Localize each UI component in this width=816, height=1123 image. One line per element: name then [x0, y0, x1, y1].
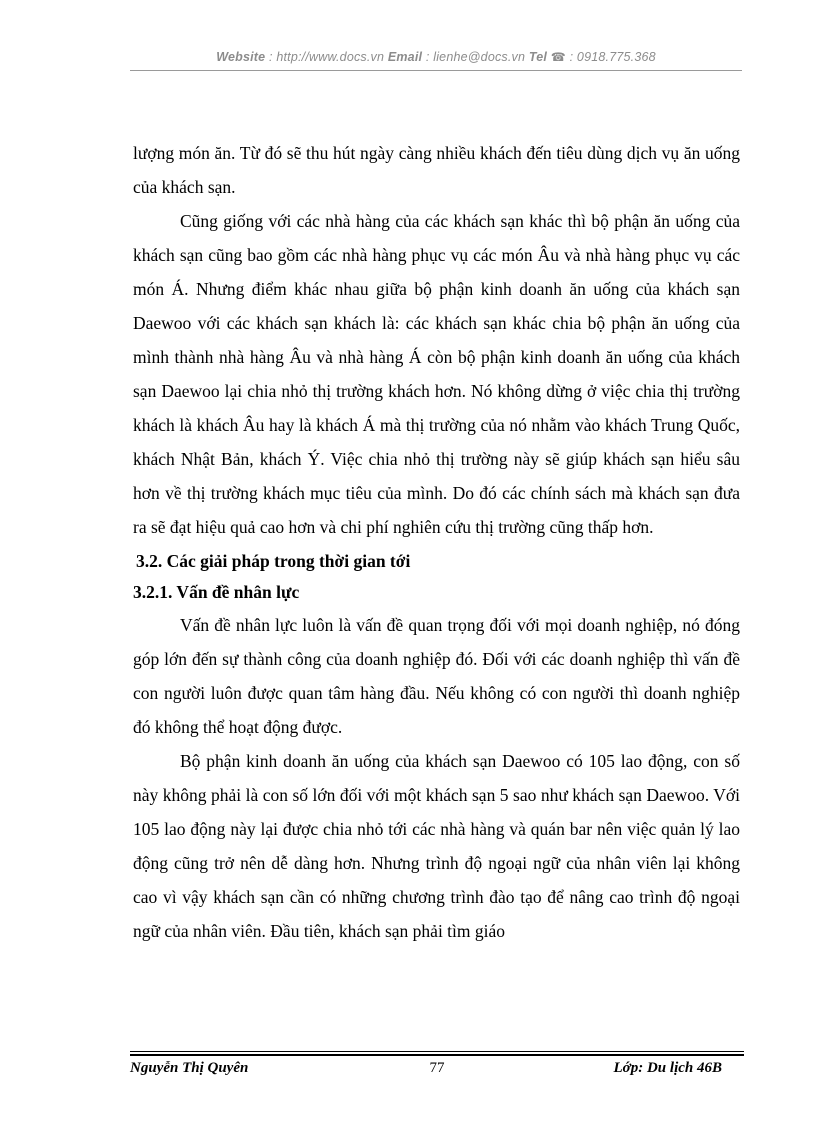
- header-divider: [130, 70, 742, 71]
- author-name: Nguyễn Thị Quyên: [130, 1060, 249, 1076]
- phone-icon: ☎: [550, 50, 566, 64]
- paragraph-4: Bộ phận kinh doanh ăn uống của khách sạn Daewoo có 105 lao động, con số này không phải là con số lớn đối với một khách sạn 5 sao như khách sạn Daewoo. Với 105 lao động này lại được chia nhỏ tới các nhà hàng và quán bar nên việc quản lý lao động cũng trở nên dễ dàng hơn. Nhưng trình độ ngoại ngữ của nhân viên lại không cao vì vậy khách sạn cần có những chương trình đào tạo để nâng cao trình độ ngoại ngữ của nhân viên. Đầu tiên, khách sạn phải tìm giáo: [133, 751, 740, 941]
- page-header: Website : http://www.docs.vn Email : lienhe@docs.vn Tel ☎ : 0918.775.368: [216, 50, 656, 64]
- website-label: Website: [216, 50, 266, 64]
- page-content: [133, 136, 740, 948]
- website-url[interactable]: http://www.docs.vn: [276, 50, 385, 64]
- page-number: 77: [429, 1060, 445, 1076]
- paragraph-3: Vấn đề nhân lực luôn là vấn đề quan trọng đối với mọi doanh nghiệp, nó đóng góp lớn đến sự thành công của doanh nghiệp đó. Đối với các doanh nghiệp thì vấn đề con người luôn được quan tâm hàng đầu. Nếu không có con người thì doanh nghiệp đó không thể hoạt động được.: [133, 615, 740, 737]
- section-heading: 3.2. Các giải pháp trong thời gian tới: [136, 551, 411, 571]
- email-label: Email: [387, 50, 423, 64]
- email-value[interactable]: lienhe@docs.vn: [433, 50, 526, 64]
- paragraph-2: Cũng giống với các nhà hàng của các khách sạn khác thì bộ phận ăn uống của khách sạn cũng bao gồm các nhà hàng phục vụ các món Âu và nhà hàng phục vụ các món Á. Nhưng điểm khác nhau giữa bộ phận kinh doanh ăn uống của khách sạn Daewoo với các khách sạn khách là: các khách sạn khác chia bộ phận ăn uống của mình thành nhà hàng Âu và nhà hàng Á còn bộ phận kinh doanh ăn uống của khách sạn Daewoo lại chia nhỏ thị trường khách hơn. Nó không dừng ở việc chia thị trường khách là khách Âu hay là khách Á mà thị trường của nó nhằm vào khách Trung Quốc, khách Nhật Bản, khách Ý. Việc chia nhỏ thị trường này sẽ giúp khách sạn hiểu sâu hơn về thị trường khách mục tiêu của mình. Do đó các chính sách mà khách sạn đưa ra sẽ đạt hiệu quả cao hơn và chi phí nghiên cứu thị trường cũng thấp hơn.: [133, 211, 740, 537]
- footer-divider-thick: [130, 1054, 744, 1056]
- class-label: Lớp: Du lịch 46B: [613, 1060, 722, 1076]
- tel-value: 0918.775.368: [576, 50, 656, 64]
- page-footer: [130, 1060, 744, 1080]
- tel-label: Tel: [528, 50, 548, 64]
- subsection-heading: 3.2.1. Vấn đề nhân lực: [133, 582, 300, 602]
- footer-divider-thin: [130, 1051, 744, 1052]
- paragraph-1: lượng món ăn. Từ đó sẽ thu hút ngày càng nhiều khách đến tiêu dùng dịch vụ ăn uống của khách sạn.: [133, 143, 740, 197]
